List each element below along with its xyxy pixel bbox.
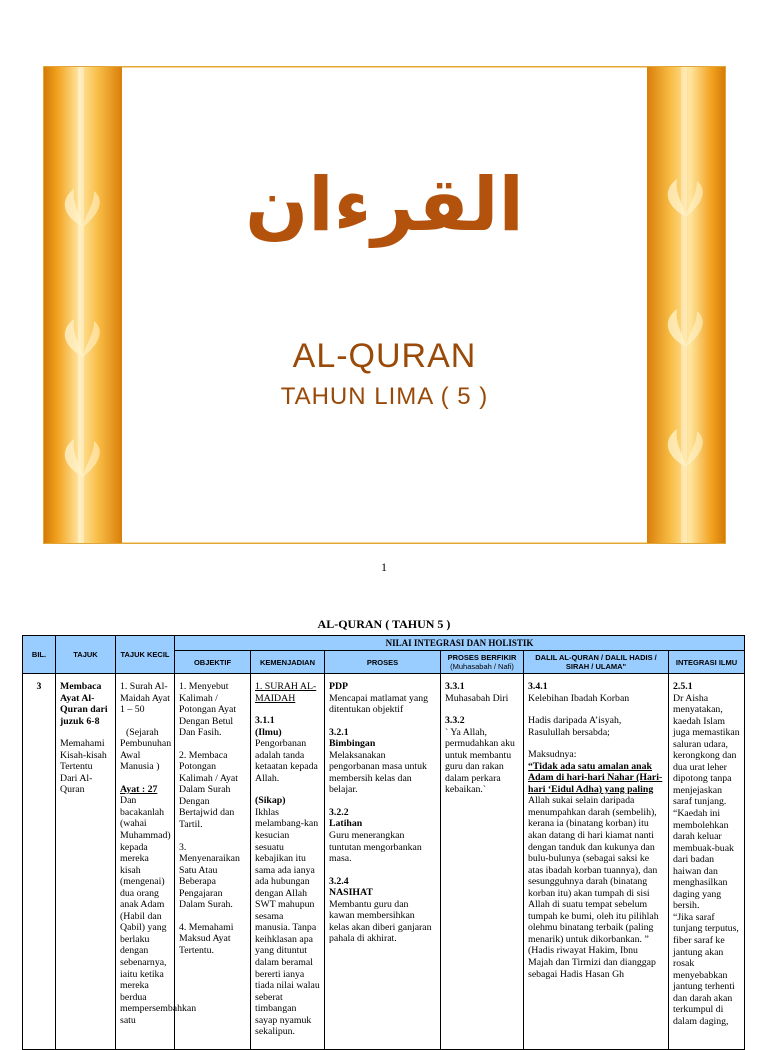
cover-page [43, 66, 726, 544]
header-kemenjadian: KEMENJADIAN [251, 651, 325, 674]
header-bil: BIL. [23, 636, 56, 674]
leaf-ornament-icon [657, 177, 715, 219]
cell-dalil: 3.4.1 Kelebihan Ibadah Korban Hadis daripada A’isyah, Rasulullah bersabda; Maksudnya: “Tidak ada satu amalan anak Adam di hari-hari Nahar (Hari-hari ‘Eidul Adha) yang paling Allah sukai selain daripada menumpahkan darah (sembelih), kerana ia (binatang korban) itu akan datang di hari kiamat nanti dengan tanduk dan kukunya dan bulu-bulunya (sebagai saksi ke atas ibadah korban tuannya), dan sesungguhnya darah (binatang korban itu) akan tumpah di sisi Allah di suatu tempat sebelum tumpah ke bumi, oleh itu pilihlah olehmu binatang terbaik (paling menarik) untuk dikorbankan. ” (Hadis riwayat Hakim, Ibnu Majah dan Tirmizi dan dianggap sebagai Hadis Hasan Gh [524, 674, 669, 1050]
cell-proses-berfikir: 3.3.1 Muhasabah Diri 3.3.2 ` Ya Allah, permudahkan aku untuk membantu guru dan rakan dalam perkara kebaikan.` [441, 674, 524, 1050]
decorative-curtain-right [647, 67, 725, 543]
cell-objektif: 1. Menyebut Kalimah / Potongan Ayat Dengan Betul Dan Fasih. 2. Membaca Potongan Kalimah / Ayat Dalam Surah Dengan Bertajwid dan Tartil. 3. Menyenaraikan Satu Atau Beberapa Pengajaran Dalam Surah. 4. Memahami Maksud Ayat Tertentu. [175, 674, 251, 1050]
cover-title: AL-QURAN [292, 337, 477, 375]
decorative-curtain-left [44, 67, 122, 543]
cell-kemenjadian: 1. SURAH AL-MAIDAH 3.1.1 (Ilmu) Pengorbanan adalah tanda ketaatan kepada Allah. (Sikap) Ikhlas melambang-kan kesucian sesuatu kebajikan itu sama ada ianya ada hubungan dengan Allah SWT mahupun sesama manusia. Tanpa keihklasan apa yang dituntut dalam beramal bererti ianya tiada nilai walau seberat timbangan sayap nyamuk sekalipun. [251, 674, 325, 1050]
cover-subtitle: TAHUN LIMA ( 5 ) [280, 383, 489, 410]
header-integrasi: INTEGRASI ILMU [669, 651, 745, 674]
table-header-row [23, 636, 745, 651]
header-objektif: OBJEKTIF [175, 651, 251, 674]
header-tajuk: TAJUK [56, 636, 116, 674]
leaf-ornament-icon [54, 187, 112, 229]
cell-proses: PDP Mencapai matlamat yang ditentukan objektif 3.2.1 Bimbingan Melaksanakan pengorbanan masa untuk membersih kelas dan belajar. 3.2.2 Latihan Guru menerangkan tuntutan mengorbankan masa. 3.2.4 NASIHAT Membantu guru dan kawan membersihkan kelas akan diberi ganjaran pahala di akhirat. [325, 674, 441, 1050]
table-row [23, 674, 745, 1050]
cell-tajuk-kecil: 1. Surah Al-Maidah Ayat 1 – 50 (Sejarah Pembunuhan Awal Manusia ) Ayat : 27 Dan bacakanlah (wahai Muhammad) kepada mereka kisah (mengenai) dua orang anak Adam (Habil dan Qabil) yang berlaku dengan sebenarnya, iaitu ketika mereka berdua mempersembahkan satu [116, 674, 175, 1050]
header-proses-berfikir: PROSES BERFIKIR (Muhasabah / Nafi) [441, 651, 524, 674]
leaf-ornament-icon [657, 427, 715, 469]
document-title: AL-QURAN ( TAHUN 5 ) [317, 617, 451, 631]
header-group: NILAI INTEGRASI DAN HOLISTIK [175, 636, 745, 651]
leaf-ornament-icon [54, 317, 112, 359]
cell-bil: 3 [23, 674, 56, 1050]
cell-tajuk: Membaca Ayat Al-Quran dari juzuk 6-8 Memahami Kisah-kisah Tertentu Dari Al-Quran [56, 674, 116, 1050]
cell-integrasi: 2.5.1 Dr Aisha menyatakan, kaedah Islam juga memastikan saluran udara, kerongkong dan dua urat leher dipotong tanpa menjejaskan saraf tunjang. “Kaedah ini membolehkan darah keluar membuak-buak dari badan haiwan dan menghasilkan daging yang bersih. “Jika saraf tunjang terputus, fiber saraf ke jantung akan rosak menyebabkan jantung terhenti dan darah akan terkumpul di dalam daging, [669, 674, 745, 1050]
leaf-ornament-icon [54, 437, 112, 479]
header-dalil: DALIL AL-QURAN / DALIL HADIS / SIRAH / ULAMA" [524, 651, 669, 674]
leaf-ornament-icon [657, 307, 715, 349]
lesson-plan-table [22, 635, 745, 1050]
header-tajuk-kecil: TAJUK KECIL [116, 636, 175, 674]
page-number: 1 [381, 560, 387, 574]
arabic-title: القرءان [245, 162, 524, 248]
header-proses: PROSES [325, 651, 441, 674]
